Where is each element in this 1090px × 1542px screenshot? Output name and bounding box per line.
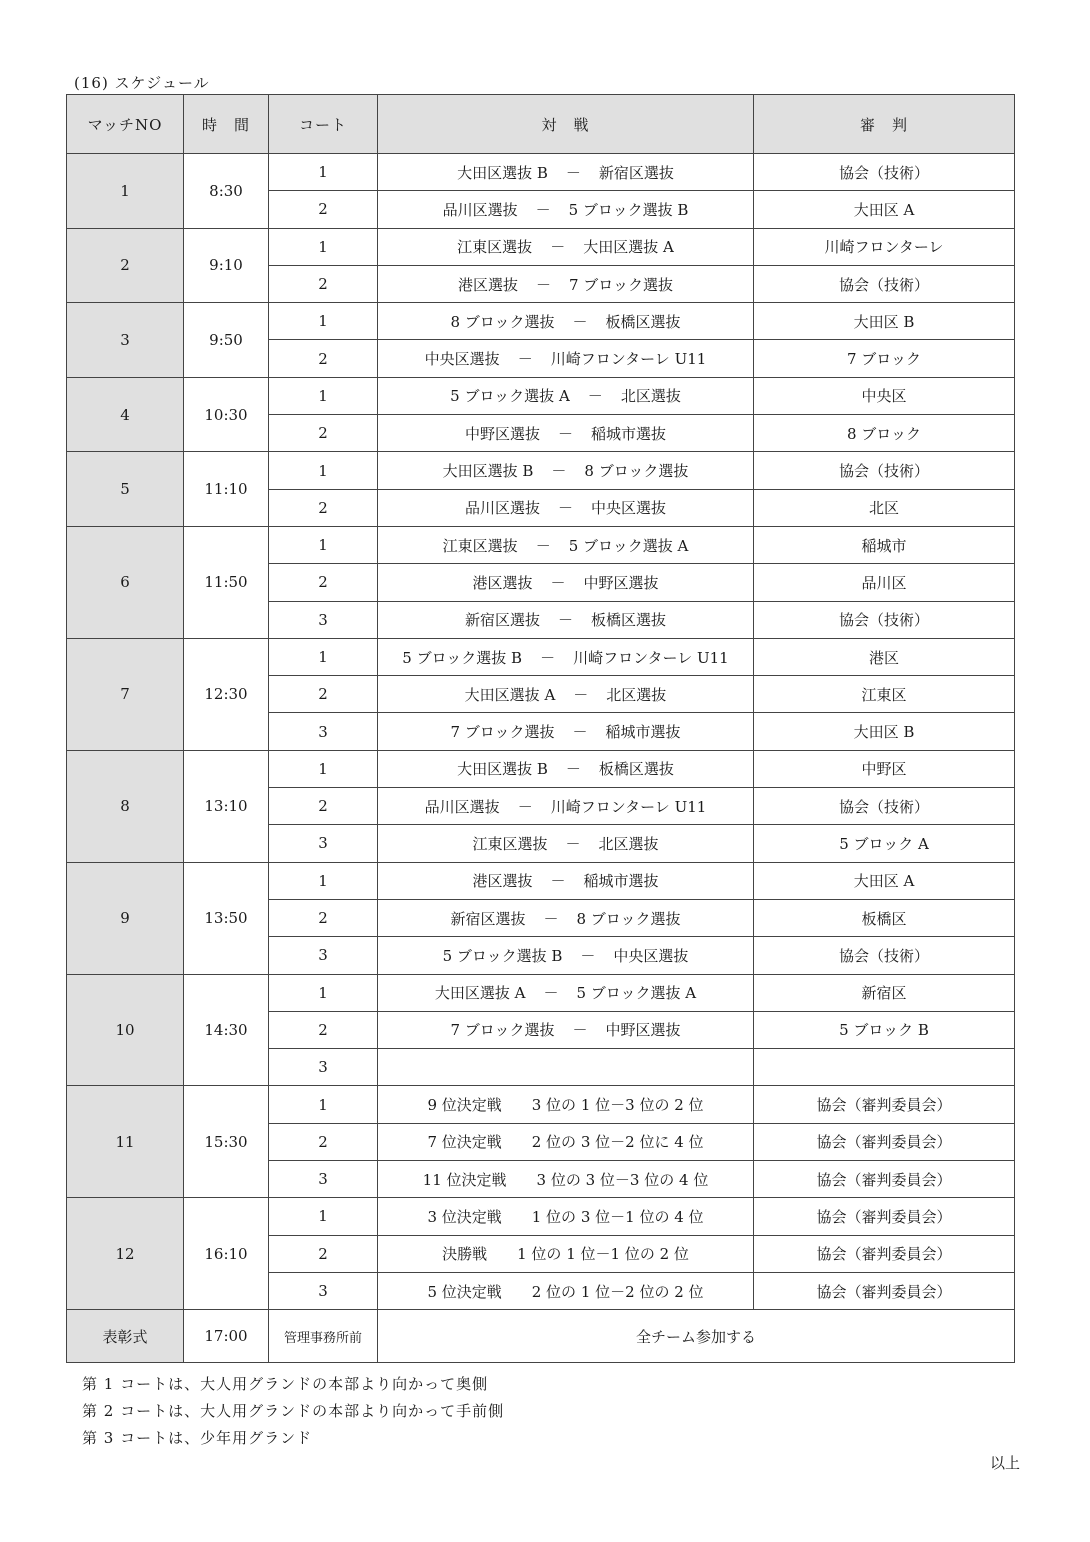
court-number: 2: [269, 489, 378, 526]
matchup-cell: [378, 713, 754, 750]
matchup-cell: [378, 489, 754, 526]
court-number: 3: [269, 1272, 378, 1309]
matchup-cell: [378, 825, 754, 862]
header-time: 時 間: [184, 95, 269, 154]
home-team: 7 ブロック選抜: [450, 1021, 555, 1040]
away-team: 8 ブロック選抜: [584, 462, 689, 481]
match-time: 11:10: [184, 452, 269, 527]
away-team: 北区選抜: [598, 834, 659, 853]
matchup-cell: [378, 303, 754, 340]
placement-label: 決勝戦: [442, 1245, 488, 1264]
referee-cell: 大田区 B: [754, 713, 1015, 750]
away-team: 稲城市選抜: [605, 723, 681, 742]
home-team: 品川区選抜: [464, 499, 540, 518]
match-time: 10:30: [184, 377, 269, 452]
match-number: 10: [67, 974, 184, 1086]
table-row: [67, 154, 1015, 191]
matchup-cell: [378, 750, 754, 787]
table-row: [67, 638, 1015, 675]
vs-separator: －: [535, 536, 551, 555]
vs-separator: －: [517, 350, 533, 369]
placement-label: 7 位決定戦: [427, 1133, 502, 1152]
referee-cell: 川崎フロンターレ: [754, 228, 1015, 265]
court-number: 2: [269, 191, 378, 228]
matchup-cell: [378, 377, 754, 414]
vs-separator: －: [572, 1021, 588, 1040]
home-team: 港区選抜: [457, 275, 518, 294]
match-time: 13:10: [184, 750, 269, 862]
matchup-cell: [378, 937, 754, 974]
referee-cell: 協会（審判委員会）: [754, 1123, 1015, 1160]
home-team: 大田区選抜 A: [434, 984, 526, 1003]
matchup-cell: [378, 1235, 754, 1272]
match-number: 8: [67, 750, 184, 862]
table-row: [67, 862, 1015, 899]
referee-cell: 北区: [754, 489, 1015, 526]
home-team: 品川区選抜: [424, 797, 500, 816]
home-team: 5 ブロック選抜 B: [402, 648, 523, 667]
header-referee: 審 判: [754, 95, 1015, 154]
court-number: 1: [269, 526, 378, 563]
award-time: 17:00: [184, 1310, 269, 1363]
court-number: 1: [269, 377, 378, 414]
placement-pairing: 2 位の 1 位－2 位の 2 位: [531, 1282, 704, 1301]
court-number: 1: [269, 228, 378, 265]
court-number: 3: [269, 713, 378, 750]
header-row: [67, 95, 1015, 154]
home-team: 8 ブロック選抜: [450, 312, 555, 331]
court-number: 2: [269, 899, 378, 936]
vs-separator: －: [551, 462, 567, 481]
match-number: 7: [67, 638, 184, 750]
referee-cell: 8 ブロック: [754, 415, 1015, 452]
placement-pairing: 2 位の 3 位－2 位に 4 位: [531, 1133, 704, 1152]
away-team: 板橋区選抜: [598, 760, 674, 779]
home-team: 品川区選抜: [442, 200, 518, 219]
referee-cell: 中野区: [754, 750, 1015, 787]
note-line: 第 3 コートは、少年用グランド: [82, 1429, 313, 1447]
vs-separator: －: [540, 648, 556, 667]
matchup-cell: [378, 1011, 754, 1048]
matchup-cell: [378, 452, 754, 489]
award-label: 表彰式: [67, 1310, 184, 1363]
away-team: 北区選抜: [620, 387, 681, 406]
referee-cell: 協会（審判委員会）: [754, 1272, 1015, 1309]
court-number: 2: [269, 265, 378, 302]
referee-cell: 江東区: [754, 676, 1015, 713]
vs-separator: －: [550, 573, 566, 592]
away-team: 新宿区選抜: [598, 163, 674, 182]
home-team: 江東区選抜: [442, 536, 518, 555]
table-row: [67, 303, 1015, 340]
court-number: 1: [269, 862, 378, 899]
note-line: 第 1 コートは、大人用グランドの本部より向かって奥側: [82, 1375, 489, 1393]
vs-separator: －: [557, 611, 573, 630]
court-number: 3: [269, 937, 378, 974]
court-number: 1: [269, 974, 378, 1011]
header-matchup: 対 戦: [378, 95, 754, 154]
table-row: [67, 228, 1015, 265]
vs-separator: －: [587, 387, 603, 406]
away-team: 7 ブロック選抜: [569, 275, 674, 294]
matchup-cell: [378, 1049, 754, 1086]
court-number: 1: [269, 1198, 378, 1235]
referee-cell: 協会（技術）: [754, 154, 1015, 191]
court-number: 1: [269, 1086, 378, 1123]
court-number: 3: [269, 1049, 378, 1086]
award-note: 全チーム参加する: [378, 1310, 1015, 1363]
court-number: 3: [269, 1161, 378, 1198]
vs-separator: －: [580, 946, 596, 965]
home-team: 5 ブロック選抜 A: [450, 387, 570, 406]
placement-pairing: 1 位の 1 位－1 位の 2 位: [517, 1245, 689, 1264]
vs-separator: －: [543, 984, 559, 1003]
matchup-cell: [378, 154, 754, 191]
referee-cell: 港区: [754, 638, 1015, 675]
court-number: 2: [269, 788, 378, 825]
matchup-cell: [378, 788, 754, 825]
away-team: 板橋区選抜: [591, 611, 667, 630]
home-team: 江東区選抜: [457, 238, 533, 257]
matchup-cell: [378, 974, 754, 1011]
table-row: [67, 750, 1015, 787]
placement-label: 9 位決定戦: [427, 1096, 502, 1115]
referee-cell: 協会（審判委員会）: [754, 1086, 1015, 1123]
match-time: 9:10: [184, 228, 269, 303]
vs-separator: －: [572, 312, 588, 331]
vs-separator: －: [517, 797, 533, 816]
away-team: 板橋区選抜: [605, 312, 681, 331]
vs-separator: －: [557, 499, 573, 518]
vs-separator: －: [550, 872, 566, 891]
vs-separator: －: [535, 200, 551, 219]
away-team: 5 ブロック選抜 B: [568, 200, 689, 219]
home-team: 中央区選抜: [424, 350, 500, 369]
placement-pairing: 3 位の 3 位－3 位の 4 位: [536, 1170, 709, 1189]
table-row: [67, 526, 1015, 563]
match-time: 15:30: [184, 1086, 269, 1198]
referee-cell: 品川区: [754, 564, 1015, 601]
vs-separator: －: [550, 238, 566, 257]
home-team: 5 ブロック選抜 B: [442, 946, 563, 965]
match-number: 2: [67, 228, 184, 303]
referee-cell: 協会（技術）: [754, 452, 1015, 489]
matchup-cell: [378, 564, 754, 601]
vs-separator: －: [557, 424, 573, 443]
matchup-cell: [378, 265, 754, 302]
home-team: 江東区選抜: [472, 834, 548, 853]
referee-cell: 協会（技術）: [754, 601, 1015, 638]
match-time: 11:50: [184, 526, 269, 638]
court-number: 1: [269, 452, 378, 489]
referee-cell: 大田区 A: [754, 191, 1015, 228]
match-number: 12: [67, 1198, 184, 1310]
away-team: 川崎フロンターレ U11: [550, 797, 707, 816]
home-team: 中野区選抜: [464, 424, 540, 443]
end-mark: 以上: [990, 1454, 1021, 1472]
schedule-body: [67, 154, 1015, 1363]
matchup-cell: [378, 526, 754, 563]
placement-label: 11 位決定戦: [422, 1170, 507, 1189]
court-number: 2: [269, 1123, 378, 1160]
vs-separator: －: [535, 275, 551, 294]
vs-separator: －: [565, 163, 581, 182]
home-team: 大田区選抜 B: [457, 163, 548, 182]
match-time: 14:30: [184, 974, 269, 1086]
matchup-cell: [378, 862, 754, 899]
referee-cell: 協会（技術）: [754, 788, 1015, 825]
placement-label: 3 位決定戦: [427, 1207, 502, 1226]
match-number: 5: [67, 452, 184, 527]
away-team: 川崎フロンターレ U11: [550, 350, 707, 369]
home-team: 新宿区選抜: [464, 611, 540, 630]
notes: [82, 1371, 504, 1452]
award-row: [67, 1310, 1015, 1363]
court-number: 3: [269, 601, 378, 638]
away-team: 中央区選抜: [613, 946, 689, 965]
away-team: 5 ブロック選抜 A: [568, 536, 689, 555]
matchup-cell: [378, 1161, 754, 1198]
referee-cell: 板橋区: [754, 899, 1015, 936]
referee-cell: 中央区: [754, 377, 1015, 414]
away-team: 8 ブロック選抜: [576, 909, 681, 928]
court-number: 2: [269, 415, 378, 452]
award-venue: 管理事務所前: [269, 1310, 378, 1363]
away-team: 川崎フロンターレ U11: [573, 648, 729, 667]
match-time: 9:50: [184, 303, 269, 378]
matchup-cell: [378, 1123, 754, 1160]
away-team: 中野区選抜: [583, 573, 659, 592]
home-team: 7 ブロック選抜: [450, 723, 555, 742]
matchup-cell: [378, 191, 754, 228]
placement-label: 5 位決定戦: [427, 1282, 502, 1301]
court-number: 2: [269, 1011, 378, 1048]
table-row: [67, 377, 1015, 414]
vs-separator: －: [565, 834, 581, 853]
referee-cell: 協会（技術）: [754, 265, 1015, 302]
vs-separator: －: [543, 909, 559, 928]
table-row: [67, 1086, 1015, 1123]
match-number: 6: [67, 526, 184, 638]
matchup-cell: [378, 1272, 754, 1309]
match-time: 13:50: [184, 862, 269, 974]
matchup-cell: [378, 340, 754, 377]
matchup-cell: [378, 415, 754, 452]
match-time: 8:30: [184, 154, 269, 229]
away-team: 大田区選抜 A: [583, 238, 674, 257]
placement-pairing: 3 位の 1 位－3 位の 2 位: [531, 1096, 704, 1115]
court-number: 3: [269, 825, 378, 862]
away-team: 稲城市選抜: [591, 424, 667, 443]
matchup-cell: [378, 676, 754, 713]
home-team: 大田区選抜 A: [464, 685, 556, 704]
table-row: [67, 452, 1015, 489]
court-number: 1: [269, 638, 378, 675]
vs-separator: －: [573, 685, 589, 704]
schedule-table: [66, 94, 1015, 1363]
placement-pairing: 1 位の 3 位－1 位の 4 位: [531, 1207, 704, 1226]
referee-cell: 大田区 A: [754, 862, 1015, 899]
referee-cell: [754, 1049, 1015, 1086]
match-number: 4: [67, 377, 184, 452]
vs-separator: －: [565, 760, 581, 779]
away-team: 稲城市選抜: [583, 872, 659, 891]
court-number: 1: [269, 154, 378, 191]
referee-cell: 協会（審判委員会）: [754, 1198, 1015, 1235]
matchup-cell: [378, 1198, 754, 1235]
table-row: [67, 974, 1015, 1011]
match-number: 3: [67, 303, 184, 378]
match-time: 12:30: [184, 638, 269, 750]
court-number: 1: [269, 750, 378, 787]
match-time: 16:10: [184, 1198, 269, 1310]
vs-separator: －: [572, 723, 588, 742]
referee-cell: 稲城市: [754, 526, 1015, 563]
matchup-cell: [378, 638, 754, 675]
matchup-cell: [378, 228, 754, 265]
home-team: 新宿区選抜: [450, 909, 526, 928]
referee-cell: 協会（技術）: [754, 937, 1015, 974]
home-team: 大田区選抜 B: [457, 760, 548, 779]
match-number: 9: [67, 862, 184, 974]
home-team: 港区選抜: [472, 872, 533, 891]
away-team: 北区選抜: [606, 685, 667, 704]
court-number: 2: [269, 564, 378, 601]
court-number: 2: [269, 1235, 378, 1272]
note-line: 第 2 コートは、大人用グランドの本部より向かって手前側: [82, 1402, 505, 1420]
home-team: 大田区選抜 B: [442, 462, 534, 481]
referee-cell: 7 ブロック: [754, 340, 1015, 377]
matchup-cell: [378, 899, 754, 936]
match-number: 1: [67, 154, 184, 229]
court-number: 1: [269, 303, 378, 340]
home-team: 港区選抜: [472, 573, 533, 592]
referee-cell: 5 ブロック B: [754, 1011, 1015, 1048]
section-title: (16) スケジュール: [74, 74, 210, 92]
matchup-cell: [378, 1086, 754, 1123]
referee-cell: 新宿区: [754, 974, 1015, 1011]
matchup-cell: [378, 601, 754, 638]
referee-cell: 大田区 B: [754, 303, 1015, 340]
away-team: 5 ブロック選抜 A: [576, 984, 697, 1003]
away-team: 中央区選抜: [591, 499, 667, 518]
header-court: コート: [269, 95, 378, 154]
court-number: 2: [269, 676, 378, 713]
away-team: 中野区選抜: [605, 1021, 681, 1040]
referee-cell: 5 ブロック A: [754, 825, 1015, 862]
header-match-no: マッチNO: [67, 95, 184, 154]
match-number: 11: [67, 1086, 184, 1198]
referee-cell: 協会（審判委員会）: [754, 1235, 1015, 1272]
table-row: [67, 1198, 1015, 1235]
court-number: 2: [269, 340, 378, 377]
referee-cell: 協会（審判委員会）: [754, 1161, 1015, 1198]
